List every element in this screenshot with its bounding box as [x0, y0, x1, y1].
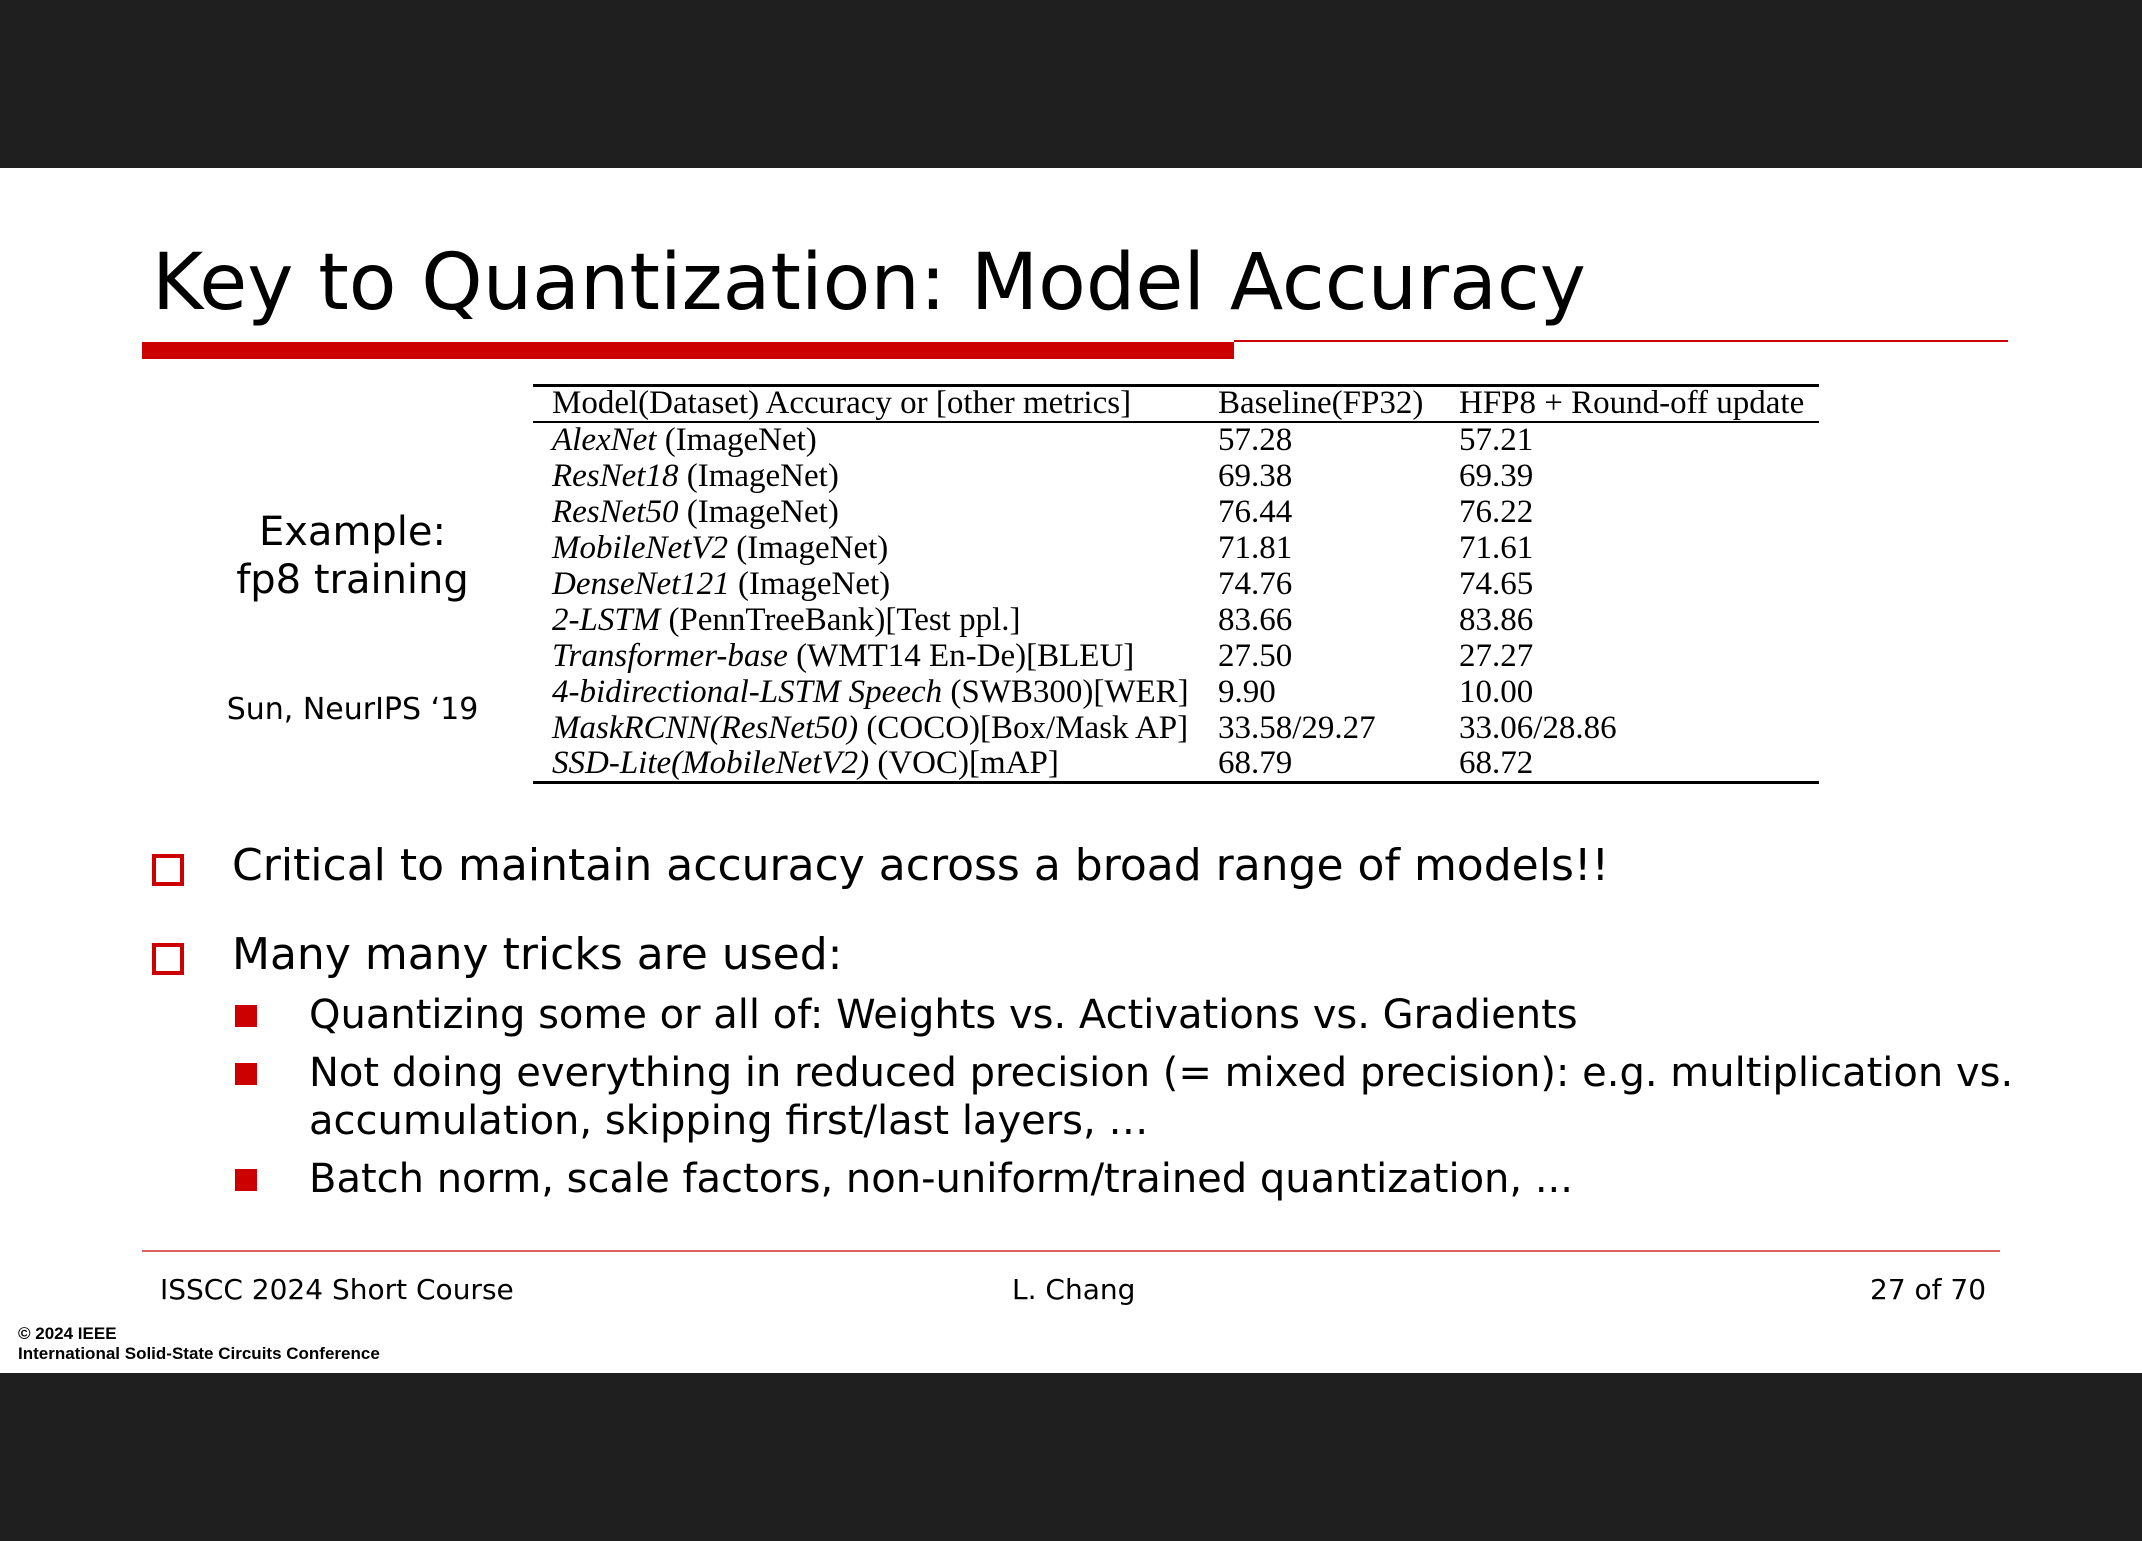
model-name: 4-bidirectional-LSTM Speech [552, 674, 943, 710]
footer-rule [142, 1250, 2000, 1252]
dataset: (ImageNet) [727, 530, 889, 566]
table-row [533, 602, 1819, 638]
baseline-value: 71.81 [1218, 530, 1293, 566]
hfp8-value: 33.06/28.86 [1459, 710, 1617, 746]
page-number: 27 of 70 [1870, 1273, 1987, 1306]
dataset: (SWB300)[WER] [942, 674, 1189, 710]
baseline-value: 57.28 [1218, 422, 1293, 458]
baseline-value: 76.44 [1218, 494, 1293, 530]
table-row [533, 458, 1819, 494]
copyright: © 2024 IEEE [18, 1324, 117, 1343]
title-underline-thin [1234, 340, 2008, 342]
baseline-value: 69.38 [1218, 458, 1293, 494]
hfp8-value: 74.65 [1459, 566, 1534, 602]
slide-title: Key to Quantization: Model Accuracy [152, 238, 1586, 328]
model-name: SSD-Lite(MobileNetV2) [552, 745, 870, 781]
table-row [533, 674, 1819, 710]
model-name: 2-LSTM [552, 602, 661, 638]
model-name: ResNet18 [552, 458, 679, 494]
model-name: MobileNetV2 [552, 530, 728, 566]
table-row [533, 710, 1819, 746]
filled-square-bullet-icon [235, 1005, 257, 1027]
citation: Sun, NeurIPS ‘19 [226, 692, 479, 727]
conference-name: International Solid-State Circuits Conference [18, 1344, 380, 1363]
dataset: (ImageNet) [656, 422, 817, 458]
hollow-square-bullet-icon [152, 943, 184, 975]
baseline-value: 9.90 [1218, 674, 1276, 710]
sub-bullet-text: Batch norm, scale factors, non-uniform/trained quantization, ... [309, 1156, 1573, 1202]
dataset: (ImageNet) [729, 566, 891, 602]
baseline-value: 74.76 [1218, 566, 1293, 602]
baseline-value: 27.50 [1218, 638, 1293, 674]
table-header-row [533, 385, 1819, 421]
dataset: (WMT14 En-De)[BLEU] [787, 638, 1135, 674]
hollow-square-bullet-icon [152, 854, 184, 886]
sub-bullet-text: Quantizing some or all of: Weights vs. Activations vs. Gradients [309, 992, 1578, 1038]
table-row [533, 422, 1819, 458]
hfp8-value: 76.22 [1459, 494, 1534, 530]
baseline-value: 68.79 [1218, 745, 1293, 781]
example-label: Example: [258, 509, 446, 555]
hfp8-value: 69.39 [1459, 458, 1534, 494]
table-row [533, 566, 1819, 602]
bullet-text: Many many tricks are used: [232, 929, 843, 980]
model-name: ResNet50 [552, 494, 679, 530]
table-row [533, 745, 1819, 781]
hfp8-value: 71.61 [1459, 530, 1534, 566]
baseline-value: 83.66 [1218, 602, 1293, 638]
bullet-text: Critical to maintain accuracy across a broad range of models!! [232, 840, 1610, 891]
dataset: (COCO)[Box/Mask AP] [858, 710, 1189, 746]
header-hfp8: HFP8 + Round-off update [1459, 385, 1805, 421]
sub-bullet-text: Not doing everything in reduced precision (= mixed precision): e.g. multiplication vs. accumulation, skipping first/last layers, … [309, 1050, 2014, 1144]
header-baseline: Baseline(FP32) [1218, 385, 1424, 421]
table-bottom-rule [533, 781, 1819, 784]
dataset: (ImageNet) [678, 494, 839, 530]
title-underline-thick [142, 342, 1234, 359]
dataset: (ImageNet) [678, 458, 839, 494]
slide [0, 168, 2142, 1373]
table-row [533, 530, 1819, 566]
model-name: DenseNet121 [552, 566, 730, 602]
table-row [533, 638, 1819, 674]
example-subject: fp8 training [236, 557, 469, 603]
model-name: MaskRCNN(ResNet50) [552, 710, 859, 746]
hfp8-value: 68.72 [1459, 745, 1534, 781]
dataset: (PennTreeBank)[Test ppl.] [660, 602, 1021, 638]
hfp8-value: 27.27 [1459, 638, 1534, 674]
header-model: Model(Dataset) Accuracy or [other metrics] [552, 385, 1132, 421]
hfp8-value: 10.00 [1459, 674, 1534, 710]
baseline-value: 33.58/29.27 [1218, 710, 1376, 746]
dataset: (VOC)[mAP] [869, 745, 1059, 781]
table-row [533, 494, 1819, 530]
footer-course: ISSCC 2024 Short Course [160, 1273, 514, 1306]
hfp8-value: 83.86 [1459, 602, 1534, 638]
model-name: AlexNet [552, 422, 657, 458]
hfp8-value: 57.21 [1459, 422, 1534, 458]
filled-square-bullet-icon [235, 1063, 257, 1085]
filled-square-bullet-icon [235, 1169, 257, 1191]
model-name: Transformer-base [552, 638, 788, 674]
footer-author: L. Chang [1012, 1273, 1136, 1306]
